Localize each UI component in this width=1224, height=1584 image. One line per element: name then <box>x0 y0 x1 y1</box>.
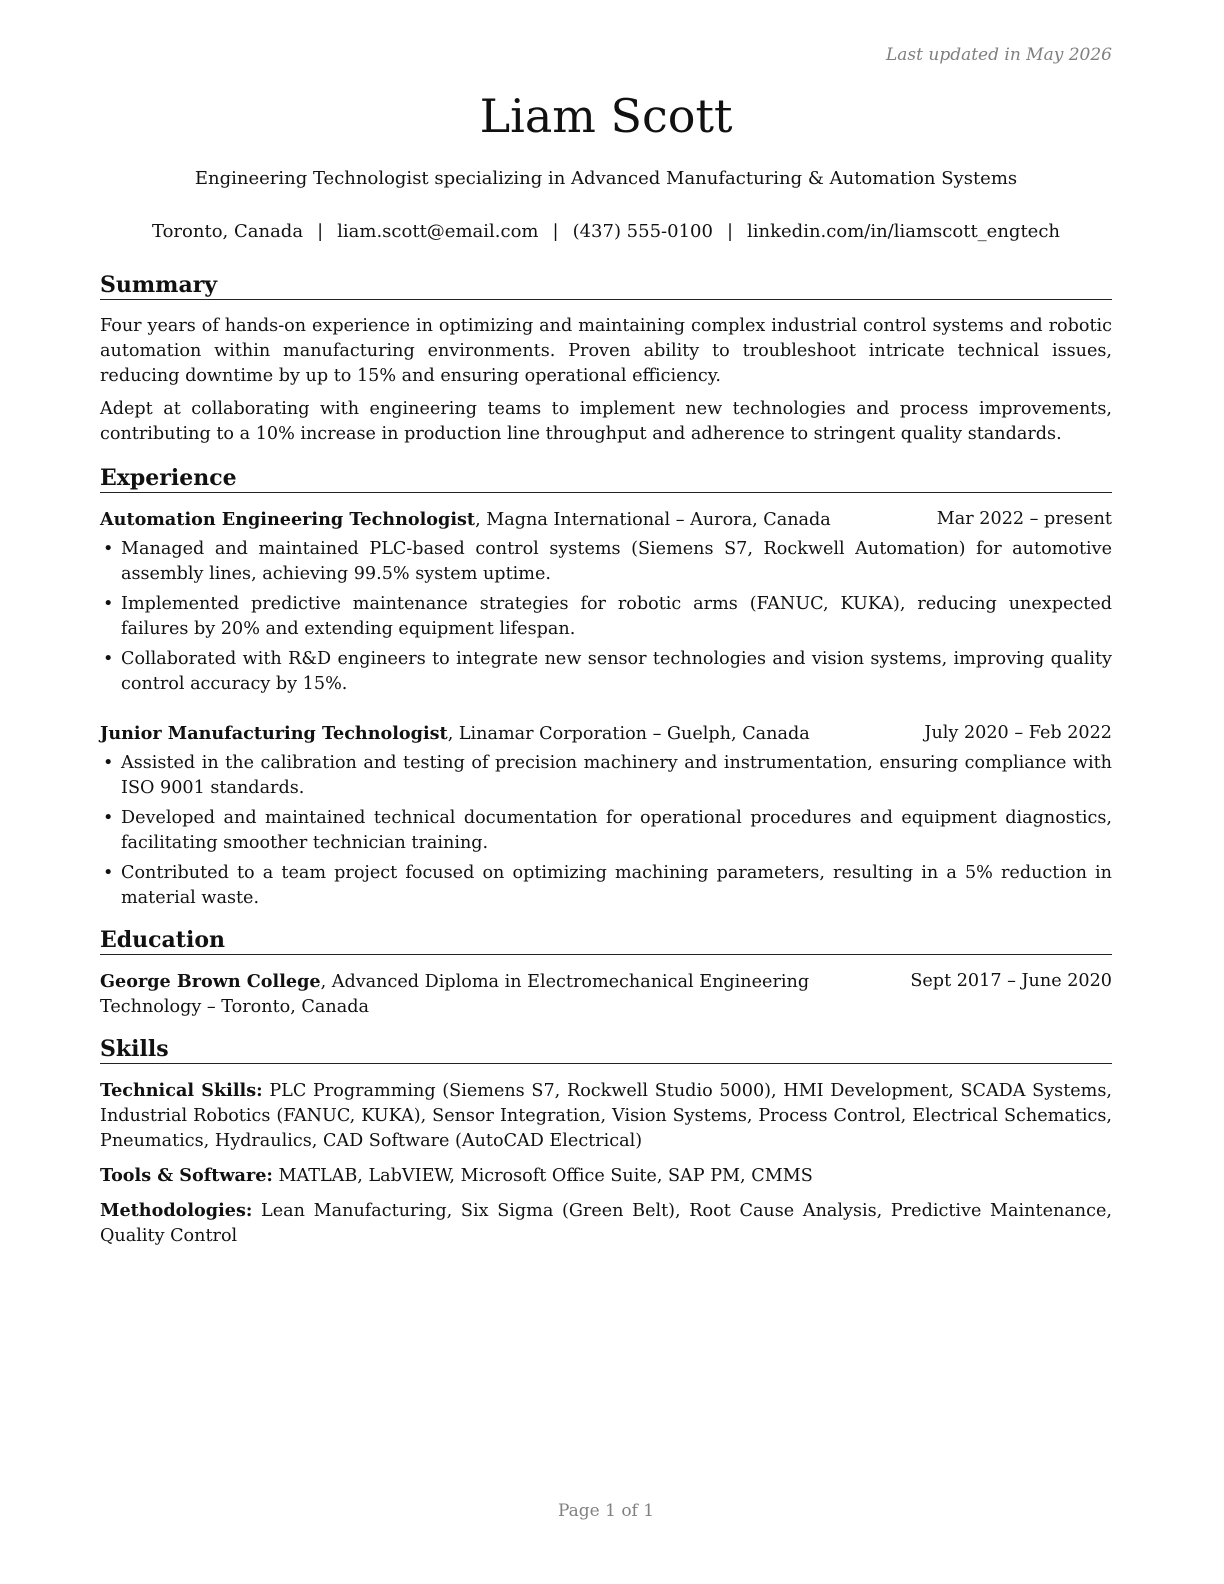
bullet-text: Contributed to a team project focused on optimizing machining parameters, resulting in a 5% reduction in material waste. <box>121 863 1112 908</box>
headline: Engineering Technologist specializing in Advanced Manufacturing & Automation Systems <box>194 168 1018 189</box>
bullet-icon: • <box>103 863 114 883</box>
contact-linkedin[interactable]: linkedin.com/in/liamscott_engtech <box>747 221 1061 242</box>
bullet-icon: • <box>103 808 114 828</box>
bullet-text: Managed and maintained PLC-based control systems (Siemens S7, Rockwell Automation) for automotive assembly lines, achieving 99.5% system uptime. <box>121 539 1112 584</box>
bullet-icon: • <box>103 753 114 773</box>
job-bullet <box>100 751 1112 801</box>
job-bullet <box>100 806 1112 856</box>
job-dates: Mar 2022 – present <box>936 509 1112 529</box>
skills-label: Technical Skills: <box>100 1080 263 1101</box>
contact-separator: | <box>552 221 559 242</box>
experience-section <box>100 464 1112 911</box>
section-title-skills: Skills <box>100 1035 1112 1064</box>
job-bullet <box>100 861 1112 911</box>
bullet-icon: • <box>103 539 114 559</box>
job-entry <box>100 721 1112 911</box>
skills-section <box>100 1035 1112 1249</box>
skills-value: MATLAB, LabVIEW, Microsoft Office Suite, SAP PM, CMMS <box>278 1166 813 1186</box>
section-title-education: Education <box>100 926 1112 955</box>
contact-line <box>100 219 1112 245</box>
skills-tools <box>100 1163 1112 1189</box>
education-section <box>100 926 1112 1020</box>
contact-separator: | <box>317 221 324 242</box>
job-bullets <box>100 537 1112 697</box>
job-title-company <box>100 721 810 747</box>
job-bullets <box>100 751 1112 911</box>
job-entry <box>100 507 1112 697</box>
contact-separator: | <box>726 221 734 242</box>
bullet-text: Collaborated with R&D engineers to integrate new sensor technologies and vision systems, improving quality control accuracy by 15%. <box>121 649 1112 694</box>
bullet-icon: • <box>103 594 114 614</box>
bullet-text: Assisted in the calibration and testing of precision machinery and instrumentation, ensuring compliance with ISO 9001 standards. <box>121 753 1112 798</box>
summary-paragraph: Adept at collaborating with engineering teams to implement new technologies and process improvements, contributing to a 10% increase in production line throughput and adherence to stringent quality standards. <box>100 399 1112 444</box>
skills-label: Tools & Software: <box>100 1165 273 1186</box>
section-title-summary: Summary <box>100 271 1112 300</box>
contact-email[interactable]: liam.scott@email.com <box>337 221 539 242</box>
job-company: , Linamar Corporation – Guelph, Canada <box>447 724 810 744</box>
skills-methodologies <box>100 1198 1112 1249</box>
job-header <box>100 507 1112 533</box>
summary-paragraph: Four years of hands-on experience in optimizing and maintaining complex industrial control systems and robotic automation within manufacturing environments. Proven ability to troubleshoot intricate technical issues, reducing downtime by up to 15% and ensuring operational efficiency. <box>100 316 1112 386</box>
job-bullet <box>100 537 1112 587</box>
resume-page <box>100 0 1112 1584</box>
job-role: Junior Manufacturing Technologist <box>100 723 448 744</box>
last-updated-note: Last updated in May 2026 <box>885 45 1112 65</box>
section-title-experience: Experience <box>100 464 1112 493</box>
job-role: Automation Engineering Technologist <box>100 509 476 530</box>
skills-value: PLC Programming (Siemens S7, Rockwell Studio 5000), HMI Development, SCADA Systems, Industrial Robotics (FANUC, KUKA), Sensor Integration, Vision Systems, Process Control, Electrical Schematics, Pneumatics, Hydraulics, CAD Software (AutoCAD Electrical) <box>100 1081 1112 1151</box>
bullet-text: Developed and maintained technical documentation for operational procedures and equipment diagnostics, facilitating smoother technician training. <box>121 808 1112 853</box>
skills-label: Methodologies: <box>100 1200 253 1221</box>
skills-technical <box>100 1078 1112 1154</box>
education-school: George Brown College <box>100 971 321 992</box>
job-bullet <box>100 647 1112 697</box>
bullet-text: Implemented predictive maintenance strategies for robotic arms (FANUC, KUKA), reducing unexpected failures by 20% and extending equipment lifespan. <box>121 594 1112 639</box>
skills-value: Lean Manufacturing, Six Sigma (Green Belt), Root Cause Analysis, Predictive Maintenance, Quality Control <box>100 1201 1112 1246</box>
candidate-name: Liam Scott <box>479 89 733 143</box>
contact-phone: (437) 555-0100 <box>572 221 713 242</box>
contact-location: Toronto, Canada <box>151 221 304 242</box>
education-school-program <box>100 969 890 1020</box>
page-number: Page 1 of 1 <box>557 1501 655 1521</box>
job-bullet <box>100 592 1112 642</box>
education-dates: Sept 2017 – June 2020 <box>910 971 1112 991</box>
bullet-icon: • <box>103 649 114 669</box>
summary-section <box>100 271 1112 447</box>
job-header <box>100 721 1112 747</box>
job-company: , Magna International – Aurora, Canada <box>475 510 831 530</box>
job-title-company <box>100 507 831 533</box>
education-program: , Advanced Diploma in Electromechanical Engineering Technology – Toronto, Canada <box>100 972 810 1017</box>
job-dates: July 2020 – Feb 2022 <box>924 723 1112 743</box>
education-entry <box>100 969 1112 1020</box>
